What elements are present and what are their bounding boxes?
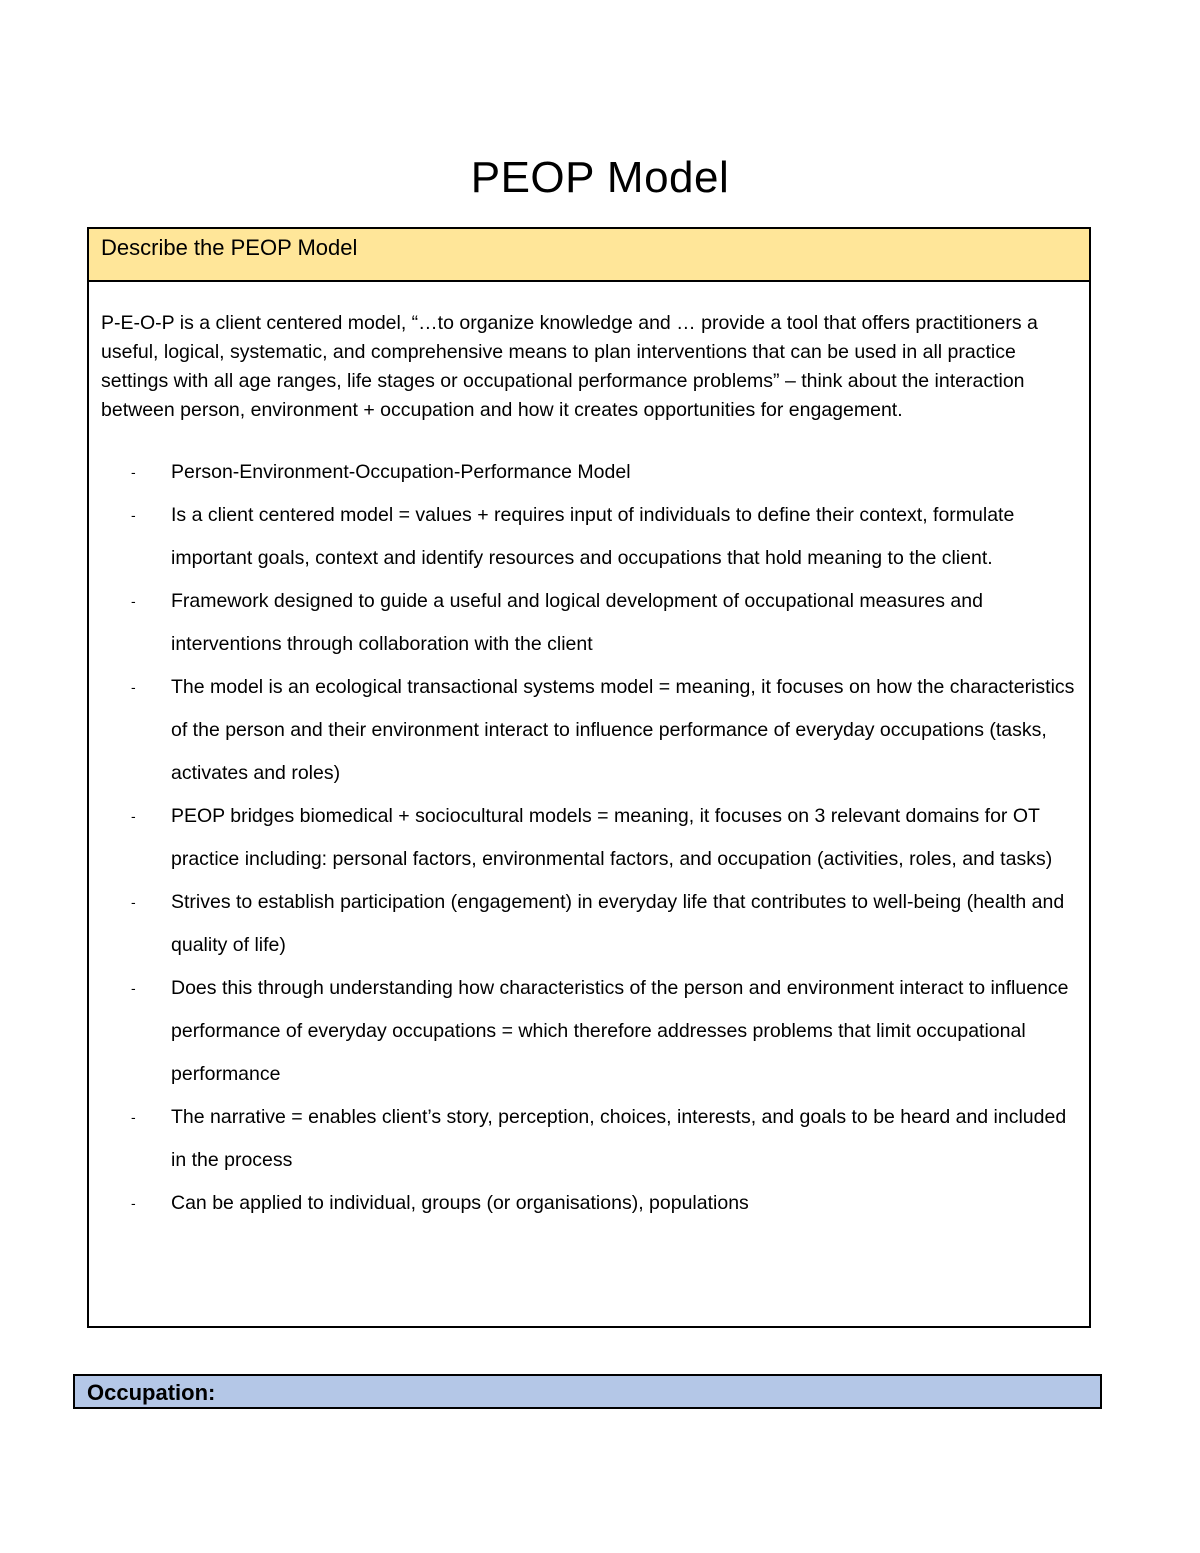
describe-section xyxy=(87,227,1091,1328)
bullet-item xyxy=(89,494,1089,580)
bullet-dash: - xyxy=(131,808,136,824)
bullet-item xyxy=(89,666,1089,795)
bullet-dash: - xyxy=(131,464,136,480)
bullet-item xyxy=(89,1096,1089,1182)
bullet-dash: - xyxy=(131,593,136,609)
describe-section-header: Describe the PEOP Model xyxy=(89,229,1089,282)
describe-intro-paragraph: P-E-O-P is a client centered model, “…to organize knowledge and … provide a tool that offers practitioners a useful, logical, systematic, and comprehensive means to plan interventions that can be used in all practice settings with all age ranges, life stages or occupational performance problems” – think about the interaction between person, environment + occupation and how it creates opportunities for engagement. xyxy=(101,312,1038,421)
bullet-item xyxy=(89,1182,1089,1225)
bullet-text: Framework designed to guide a useful and logical development of occupational measures and interventions through collaboration with the client xyxy=(171,590,983,655)
bullet-dash: - xyxy=(131,980,136,996)
bullet-text: Does this through understanding how characteristics of the person and environment interact to influence performance of everyday occupations = which therefore addresses problems that limit occupational performance xyxy=(171,977,1069,1085)
bullet-item xyxy=(89,451,1089,494)
occupation-section-header: Occupation: xyxy=(73,1374,1102,1409)
bullet-dash: - xyxy=(131,507,136,523)
bullet-item xyxy=(89,795,1089,881)
bullet-dash: - xyxy=(131,1109,136,1125)
bullet-dash: - xyxy=(131,1195,136,1211)
bullet-dash: - xyxy=(131,894,136,910)
bullet-item xyxy=(89,967,1089,1096)
bullet-text: PEOP bridges biomedical + sociocultural models = meaning, it focuses on 3 relevant domains for OT practice including: personal factors, environmental factors, and occupation (activities, roles, and tasks) xyxy=(171,805,1053,870)
bullet-item xyxy=(89,881,1089,967)
bullet-item xyxy=(89,580,1089,666)
page-title: PEOP Model xyxy=(470,153,730,202)
bullet-dash: - xyxy=(131,679,136,695)
bullet-text: The model is an ecological transactional systems model = meaning, it focuses on how the characteristics of the person and their environment interact to influence performance of everyday occupations (tasks, activates and roles) xyxy=(171,676,1075,784)
bullet-text: Strives to establish participation (engagement) in everyday life that contributes to well-being (health and quality of life) xyxy=(171,891,1065,956)
bullet-text: The narrative = enables client’s story, perception, choices, interests, and goals to be heard and included in the process xyxy=(171,1106,1067,1171)
bullet-text: Person-Environment-Occupation-Performance Model xyxy=(171,461,631,483)
bullet-text: Is a client centered model = values + requires input of individuals to define their context, formulate important goals, context and identify resources and occupations that hold meaning to the client. xyxy=(171,504,1015,569)
bullet-text: Can be applied to individual, groups (or organisations), populations xyxy=(171,1192,749,1214)
describe-bullet-list xyxy=(89,451,1089,1225)
